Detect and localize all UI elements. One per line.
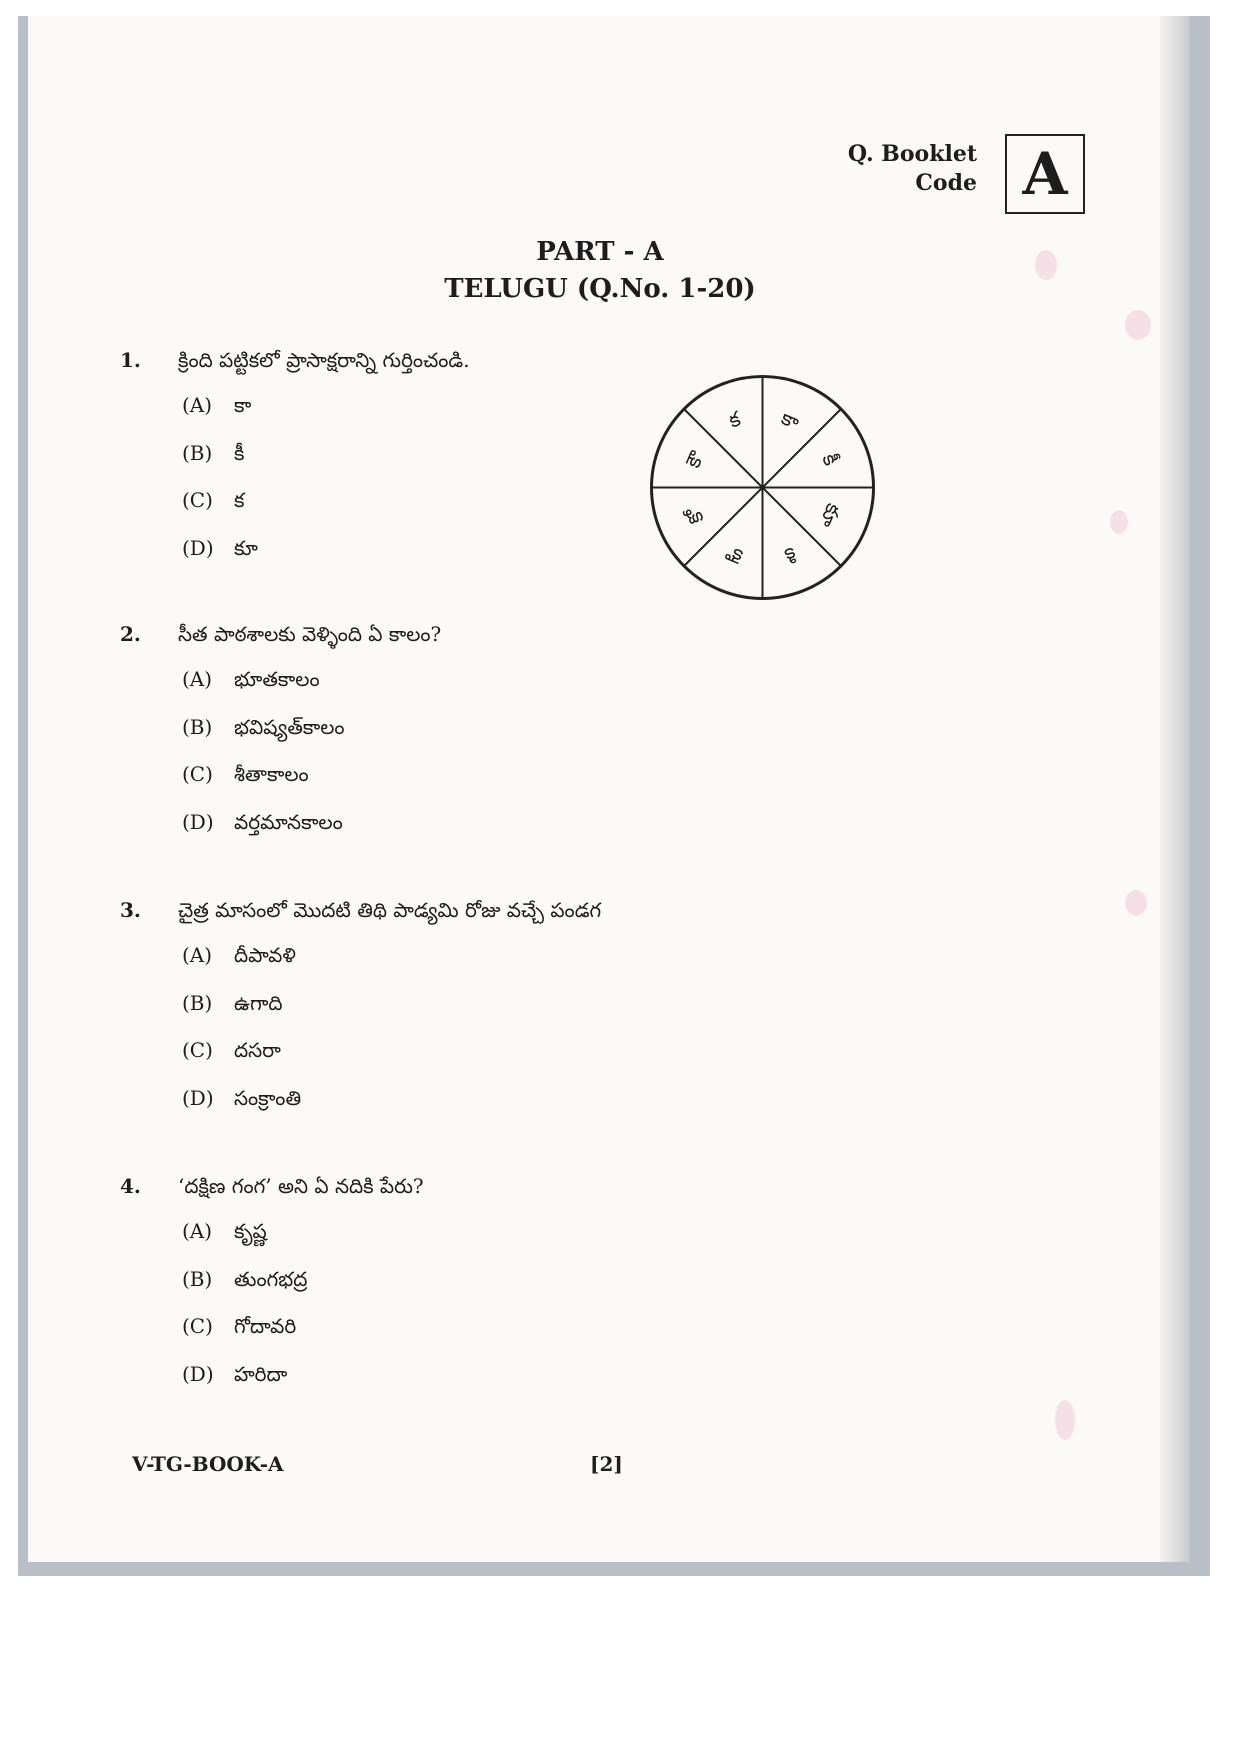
option-text: కీ — [234, 441, 245, 465]
option-c — [182, 1314, 296, 1343]
option-label: (C) — [182, 1314, 213, 1338]
option-text: దసరా — [234, 1038, 281, 1062]
option-b — [182, 441, 244, 470]
option-label: (C) — [182, 762, 213, 786]
option-label: (B) — [182, 441, 213, 465]
option-label: (D) — [182, 1362, 214, 1386]
stain — [1125, 310, 1151, 340]
booklet-code-label-line1: Q. Booklet — [847, 141, 977, 167]
wheel-segment-label: కూ — [814, 500, 847, 532]
option-b — [182, 991, 283, 1020]
option-label: (A) — [182, 667, 213, 691]
option-text: భూతకాలం — [234, 667, 320, 691]
option-label: (D) — [182, 1086, 214, 1110]
question-number: 2. — [120, 622, 141, 646]
option-label: (A) — [182, 1219, 213, 1243]
option-label: (D) — [182, 536, 214, 560]
option-d — [182, 536, 258, 565]
question-number: 1. — [120, 348, 141, 372]
part-title: PART - A — [536, 237, 664, 267]
option-c — [182, 762, 309, 791]
wheel-segment-label: కి — [781, 542, 801, 569]
section-title: TELUGU (Q.No. 1-20) — [444, 274, 756, 304]
question-text: ‘దక్షిణ గంగ’ అని ఏ నదికి పేరు? — [178, 1174, 424, 1198]
wheel-divider — [763, 409, 844, 487]
option-label: (B) — [182, 715, 213, 739]
option-text: భవిష్యత్‌కాలం — [234, 715, 345, 739]
option-text: గోదావరి — [234, 1314, 297, 1338]
option-label: (B) — [182, 991, 213, 1015]
option-d — [182, 1362, 287, 1391]
option-label: (D) — [182, 810, 214, 834]
footer-page-number: [2] — [590, 1452, 623, 1476]
option-text: శీతాకాలం — [234, 762, 309, 786]
footer-booklet-code: V-TG-BOOK-A — [132, 1452, 284, 1476]
option-d — [182, 1086, 301, 1115]
wheel-segment-label: క — [724, 406, 744, 433]
option-text: హరిదా — [234, 1362, 288, 1386]
letter-wheel — [645, 370, 880, 605]
option-a — [182, 1219, 267, 1248]
wheel-segment-label: కో — [680, 503, 709, 528]
wheel-segment-label: కీ — [817, 449, 844, 469]
stain — [1125, 890, 1147, 916]
option-text: సంక్రాంతి — [234, 1086, 302, 1110]
option-a — [182, 943, 296, 972]
option-d — [182, 810, 343, 839]
option-text: తుంగభద్ర — [234, 1267, 308, 1291]
option-label: (B) — [182, 1267, 213, 1291]
option-text: కృష్ణ — [234, 1219, 267, 1243]
booklet-code-box: A — [1005, 134, 1085, 214]
question-number: 4. — [120, 1174, 141, 1198]
option-label: (C) — [182, 488, 213, 512]
stain — [1110, 510, 1128, 534]
wheel-dividers — [652, 377, 874, 599]
option-text: కా — [234, 393, 252, 417]
option-label: (A) — [182, 393, 213, 417]
booklet-code-label-line2: Code — [915, 170, 977, 196]
option-c — [182, 488, 244, 517]
question-text: సీత పాఠశాలకు వెళ్ళింది ఏ కాలం? — [178, 622, 442, 646]
option-text: ఉగాది — [234, 991, 283, 1015]
option-text: దీపావళి — [234, 943, 296, 967]
question-number: 3. — [120, 898, 141, 922]
wheel-segment-label: కౌ — [722, 541, 747, 570]
wheel-divider — [684, 488, 762, 566]
booklet-code-block — [840, 134, 1085, 218]
option-b — [182, 715, 345, 744]
wheel-segment-label: కౌ — [680, 447, 709, 472]
option-c — [182, 1038, 281, 1067]
option-text: క — [234, 488, 245, 512]
stain — [1055, 1400, 1075, 1440]
option-text: వర్తమానకాలం — [234, 810, 343, 834]
option-label: (A) — [182, 943, 213, 967]
question-text: క్రింది పట్టికలో ప్రాసాక్షరాన్ని గుర్తించండి. — [178, 348, 470, 372]
wheel-divider — [684, 409, 762, 487]
option-label: (C) — [182, 1038, 213, 1062]
option-a — [182, 667, 320, 696]
wheel-segment-label: కా — [778, 405, 804, 434]
option-b — [182, 1267, 307, 1296]
option-a — [182, 393, 251, 422]
option-text: కూ — [234, 536, 258, 560]
booklet-code-label — [848, 140, 977, 198]
question-text: చైత్ర మాసంలో మొదటి తిథి పాడ్యమి రోజు వచ్చే పండగ — [178, 898, 602, 922]
